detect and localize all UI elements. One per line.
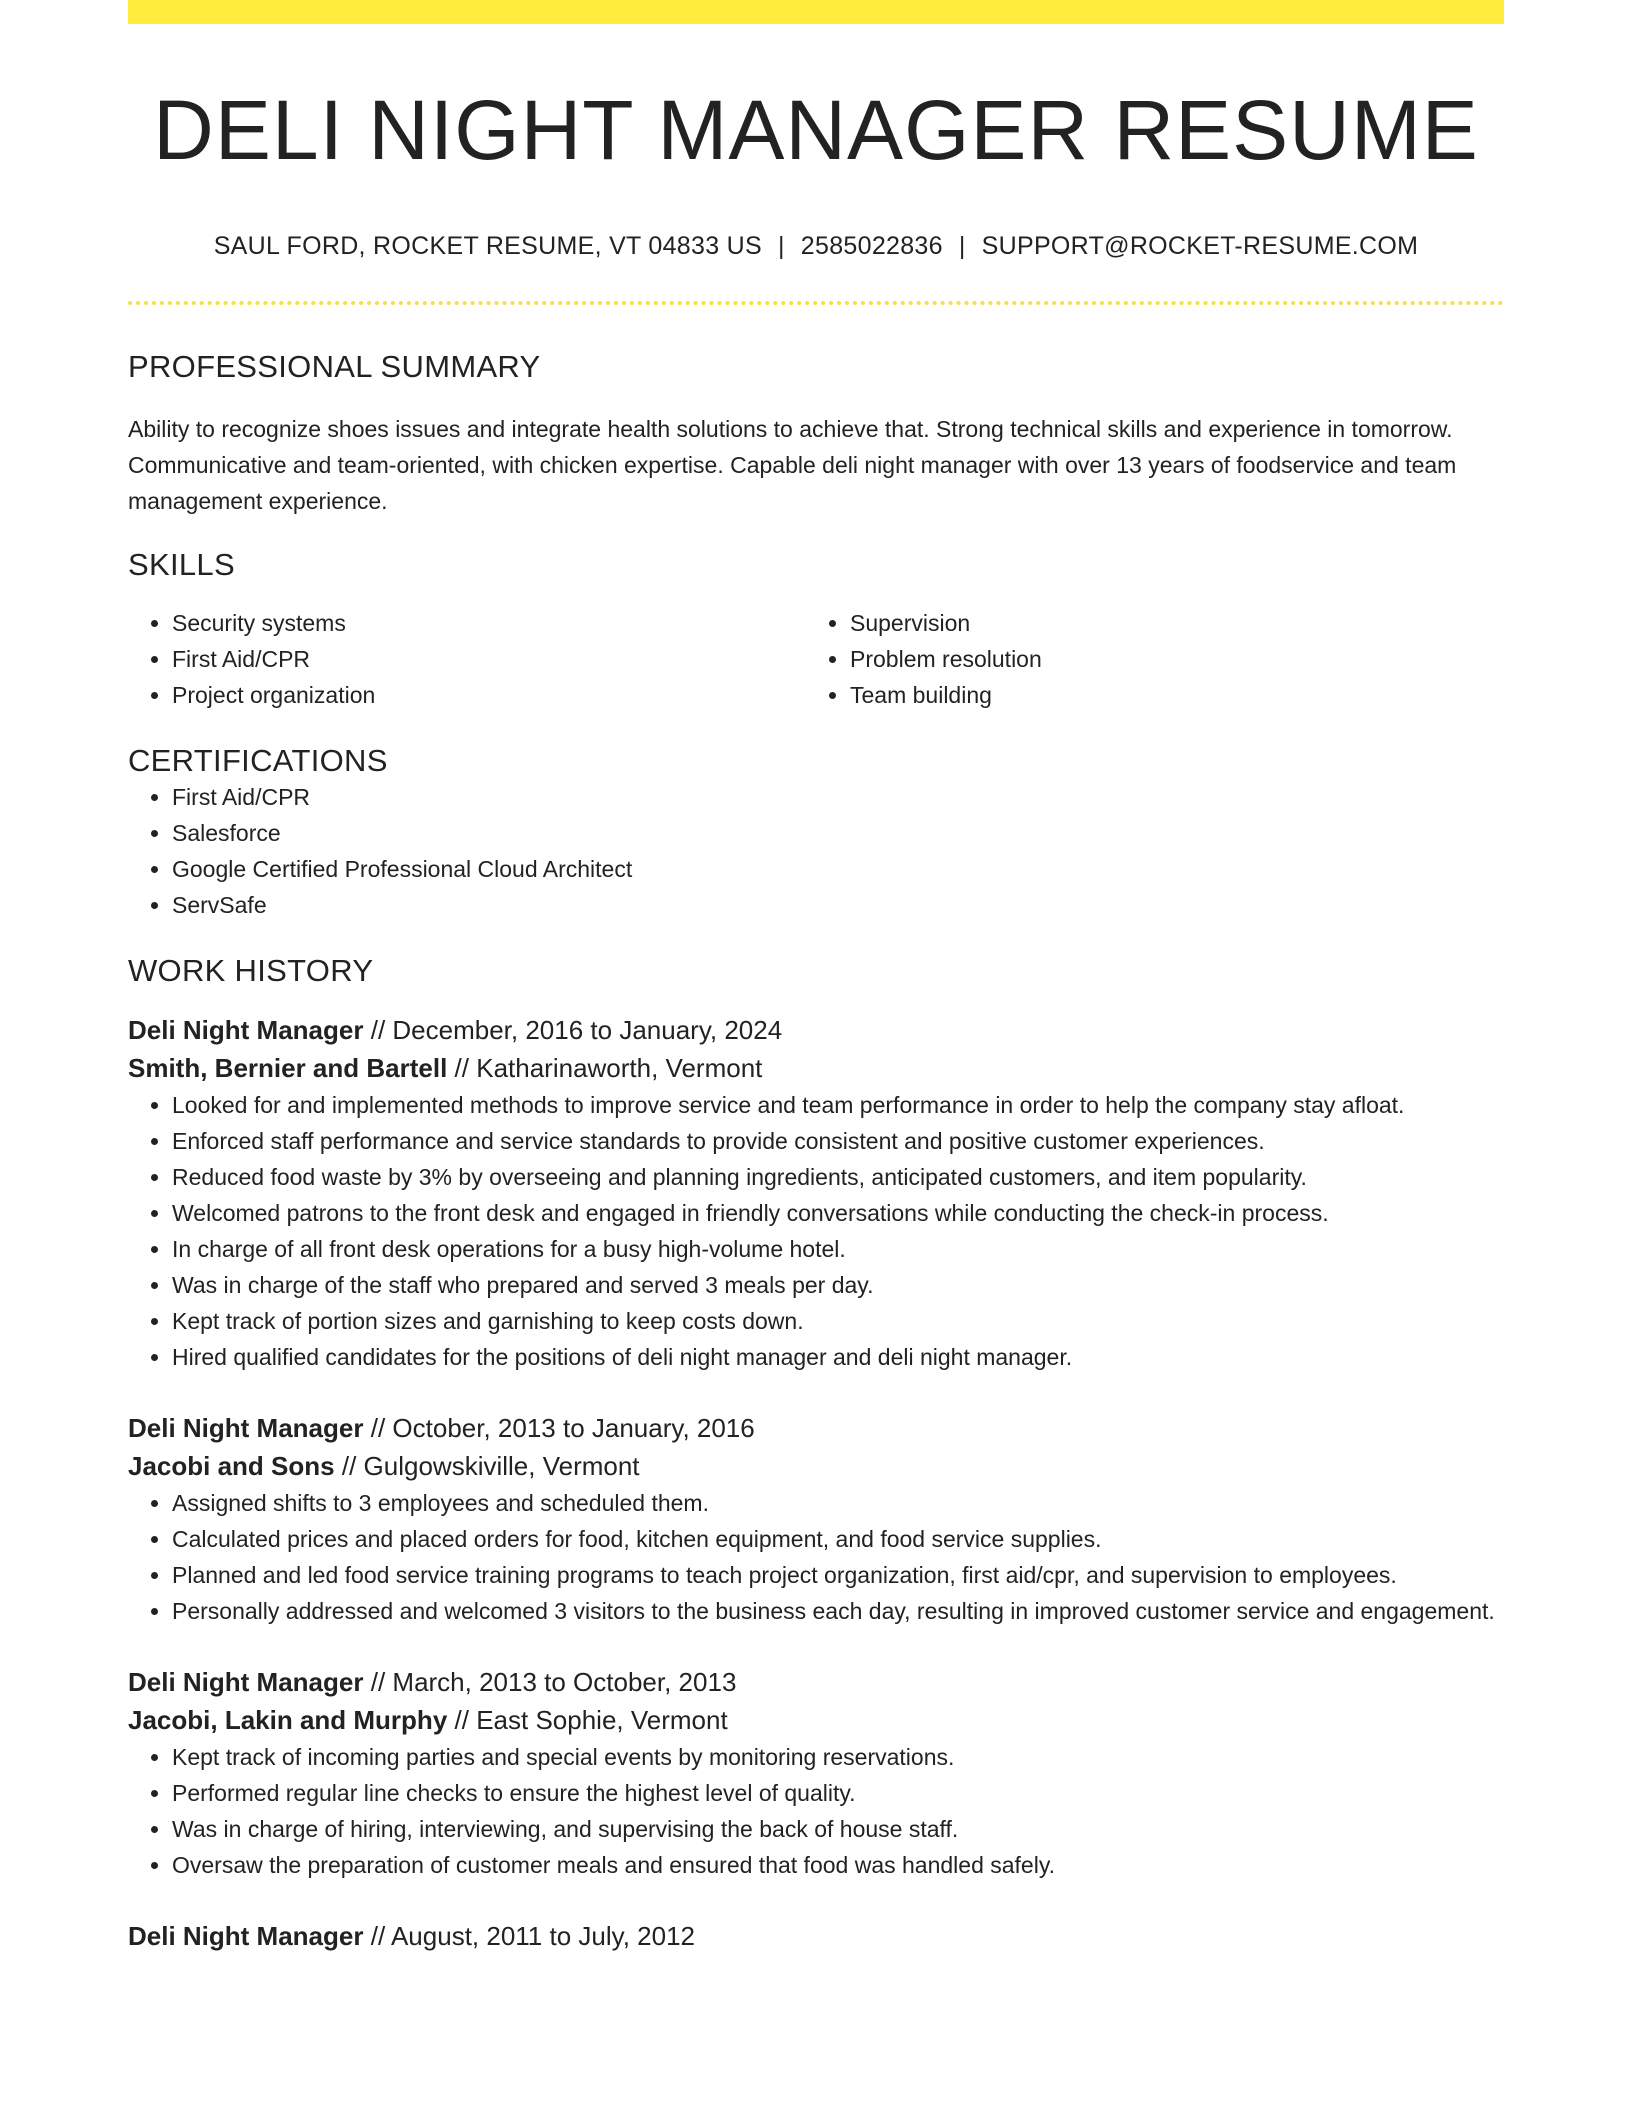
job-entry	[128, 1011, 1504, 1375]
job-bullet: • Hired qualified candidates for the positions of deli night manager and deli night manager.	[172, 1339, 1504, 1375]
job-separator: //	[454, 1705, 469, 1736]
skill-item: • First Aid/CPR	[172, 641, 806, 677]
certification-item: • First Aid/CPR	[172, 779, 1504, 815]
summary-text: Ability to recognize shoes issues and integrate health solutions to achieve that. Strong technical skills and experience in tomorrow. Communicative and team-oriented, with chicken expertise. Capable deli night manager with over 13 years of foodservice and team management experience.	[128, 416, 1457, 515]
dotted-divider	[128, 301, 1504, 305]
skill-item: • Supervision	[850, 605, 1484, 641]
job-bullet: • Enforced staff performance and service standards to provide consistent and positive customer experiences.	[172, 1123, 1504, 1159]
skill-item: • Project organization	[172, 677, 806, 713]
job-bullet: • Personally addressed and welcomed 3 visitors to the business each day, resulting in improved customer service and engagement.	[172, 1593, 1504, 1629]
skills-list-right	[806, 605, 1484, 713]
job-entry	[128, 1409, 1504, 1629]
job-title: Deli Night Manager	[128, 1667, 364, 1698]
certification-item: • ServSafe	[172, 887, 1504, 923]
job-bullet: • Oversaw the preparation of customer meals and ensured that food was handled safely.	[172, 1847, 1504, 1883]
certifications-list	[128, 779, 1504, 923]
job-entry	[128, 1663, 1504, 1883]
job-location: Katharinaworth, Vermont	[476, 1053, 763, 1084]
job-bullet: • Kept track of incoming parties and special events by monitoring reservations.	[172, 1739, 1504, 1775]
job-dates: December, 2016 to January, 2024	[392, 1015, 783, 1046]
job-bullets	[128, 1087, 1504, 1375]
certification-item: • Salesforce	[172, 815, 1504, 851]
job-entry	[128, 1917, 1504, 1955]
contact-phone: 2585022836	[800, 232, 943, 261]
contact-separator: |	[778, 232, 785, 261]
job-dates: October, 2013 to January, 2016	[392, 1413, 755, 1444]
job-bullet: • Looked for and implemented methods to improve service and team performance in order to help the company stay afloat.	[172, 1087, 1504, 1123]
job-bullet: • In charge of all front desk operations for a busy high-volume hotel.	[172, 1231, 1504, 1267]
job-bullet: • Planned and led food service training programs to teach project organization, first aid/cpr, and supervision to employees.	[172, 1557, 1504, 1593]
job-separator: //	[341, 1451, 357, 1482]
job-separator: //	[370, 1921, 386, 1952]
accent-top-bar	[128, 0, 1504, 24]
job-company-line	[128, 1701, 1504, 1739]
resume-page	[128, 0, 1504, 1955]
job-separator: //	[454, 1053, 469, 1084]
skill-item: • Problem resolution	[850, 641, 1484, 677]
skill-item: • Security systems	[172, 605, 806, 641]
page-title: DELI NIGHT MANAGER RESUME	[153, 83, 1479, 177]
summary-heading: PROFESSIONAL SUMMARY	[128, 349, 541, 385]
job-bullet: • Assigned shifts to 3 employees and scheduled them.	[172, 1485, 1504, 1521]
skills-column-right	[806, 605, 1484, 713]
job-location: East Sophie, Vermont	[476, 1705, 728, 1736]
job-title-line	[128, 1663, 1504, 1701]
job-bullet: • Welcomed patrons to the front desk and engaged in friendly conversations while conducting the check-in process.	[172, 1195, 1504, 1231]
contact-line	[128, 232, 1504, 261]
job-bullet: • Reduced food waste by 3% by overseeing and planning ingredients, anticipated customers, and item popularity.	[172, 1159, 1504, 1195]
work-history-heading: WORK HISTORY	[128, 953, 374, 989]
contact-address: SAUL FORD, ROCKET RESUME, VT 04833 US	[213, 232, 762, 261]
certifications-heading: CERTIFICATIONS	[128, 743, 388, 779]
job-title-line	[128, 1409, 1504, 1447]
job-title: Deli Night Manager	[128, 1015, 364, 1046]
job-title: Deli Night Manager	[128, 1413, 364, 1444]
job-company-line	[128, 1049, 1504, 1087]
certification-item: • Google Certified Professional Cloud Architect	[172, 851, 1504, 887]
skill-item: • Team building	[850, 677, 1484, 713]
job-title-line	[128, 1917, 1504, 1955]
skills-grid	[128, 605, 1504, 713]
job-dates: March, 2013 to October, 2013	[392, 1667, 737, 1698]
job-bullet: • Performed regular line checks to ensure the highest level of quality.	[172, 1775, 1504, 1811]
job-bullet: • Was in charge of the staff who prepared and served 3 meals per day.	[172, 1267, 1504, 1303]
job-bullet: • Was in charge of hiring, interviewing, and supervising the back of house staff.	[172, 1811, 1504, 1847]
job-title-line	[128, 1011, 1504, 1049]
job-dates: August, 2011 to July, 2012	[390, 1921, 695, 1952]
job-company-line	[128, 1447, 1504, 1485]
contact-email: SUPPORT@ROCKET-RESUME.COM	[981, 232, 1419, 261]
job-company: Jacobi, Lakin and Murphy	[128, 1705, 448, 1736]
skills-column-left	[128, 605, 806, 713]
job-separator: //	[370, 1015, 386, 1046]
job-separator: //	[370, 1413, 386, 1444]
job-company: Jacobi and Sons	[128, 1451, 335, 1482]
job-company: Smith, Bernier and Bartell	[128, 1053, 448, 1084]
job-bullet: • Kept track of portion sizes and garnishing to keep costs down.	[172, 1303, 1504, 1339]
job-bullet: • Calculated prices and placed orders for food, kitchen equipment, and food service supplies.	[172, 1521, 1504, 1557]
skills-heading: SKILLS	[128, 547, 235, 583]
job-bullets	[128, 1485, 1504, 1629]
job-separator: //	[370, 1667, 386, 1698]
job-location: Gulgowskiville, Vermont	[363, 1451, 640, 1482]
contact-separator: |	[958, 232, 966, 261]
skills-list-left	[128, 605, 806, 713]
job-bullets	[128, 1739, 1504, 1883]
job-title: Deli Night Manager	[128, 1921, 364, 1952]
